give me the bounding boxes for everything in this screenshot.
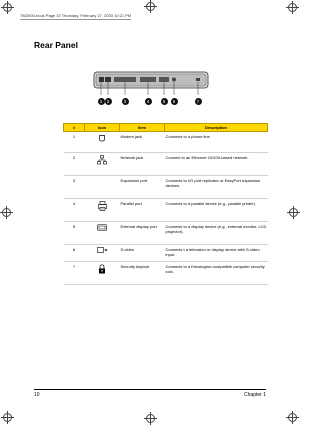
icon-cell — [85, 153, 120, 176]
column-header-icon: Icon — [85, 124, 120, 132]
table-row — [64, 153, 268, 176]
page-title: Rear Panel — [34, 40, 78, 50]
row-number: 3 — [64, 176, 85, 199]
page-number: 10 — [34, 392, 40, 398]
column-header-item: Item — [120, 124, 165, 132]
callout-3: 3 — [122, 98, 129, 105]
item-description: Connects t a television or display device with S-video input. — [165, 245, 268, 262]
parallel-port-icon — [98, 201, 107, 212]
column-header-description: Description — [165, 124, 268, 132]
row-number: 1 — [64, 132, 85, 153]
security-keylock-icon — [98, 264, 106, 275]
rear-panel-figure — [88, 68, 214, 108]
row-number: 5 — [64, 222, 85, 245]
item-description: Connects to I/O port replicator or EasyPort expansion devices. — [165, 176, 268, 199]
icon-cell — [85, 222, 120, 245]
item-name: Expansion port — [120, 176, 165, 199]
callout-2: 2 — [105, 98, 112, 105]
callout-1: 1 — [98, 98, 105, 105]
footer-rule — [34, 389, 266, 390]
registration-mark — [288, 413, 297, 422]
item-name: Parallel port — [120, 199, 165, 222]
registration-mark — [2, 208, 11, 217]
item-description: Connects to a Kensington-compatible computer security lock. — [165, 262, 268, 285]
table-row — [64, 199, 268, 222]
registration-mark — [146, 414, 155, 423]
print-slug: TM2000-book Page 10 Thursday, February 27, 2003 10:21 PM — [20, 13, 132, 18]
chapter-label: Chapter 1 — [244, 392, 266, 398]
registration-mark — [3, 3, 12, 12]
item-name: External display port — [120, 222, 165, 245]
s-video-icon — [97, 247, 108, 255]
row-number: 7 — [64, 262, 85, 285]
modem-jack-icon — [98, 134, 106, 143]
item-name: Modem jack — [120, 132, 165, 153]
icon-cell — [85, 199, 120, 222]
item-description: Connects to a display device (e.g., external monitor, LCD projector). — [165, 222, 268, 245]
item-description: Connect to an Ethernet 10/100-based network. — [165, 153, 268, 176]
callout-7: 7 — [195, 98, 202, 105]
table-row — [64, 262, 268, 285]
rear-panel-table — [63, 123, 268, 285]
table-row — [64, 222, 268, 245]
registration-mark — [146, 2, 155, 11]
callout-5: 5 — [161, 98, 168, 105]
registration-mark — [289, 208, 298, 217]
network-jack-icon — [97, 155, 107, 166]
icon-cell — [85, 245, 120, 262]
item-name: S-video — [120, 245, 165, 262]
table-row — [64, 176, 268, 199]
column-header-number: # — [64, 124, 85, 132]
item-description: Connects to a parallel device (e.g., parallel printer). — [165, 199, 268, 222]
item-description: Connects to a phone line. — [165, 132, 268, 153]
icon-cell — [85, 262, 120, 285]
icon-cell — [85, 132, 120, 153]
callout-6: 6 — [171, 98, 178, 105]
row-number: 4 — [64, 199, 85, 222]
row-number: 6 — [64, 245, 85, 262]
item-name: Security keylock — [120, 262, 165, 285]
table-header-row — [64, 124, 268, 132]
table-row — [64, 132, 268, 153]
registration-mark — [288, 3, 297, 12]
registration-mark — [3, 413, 12, 422]
table-row — [64, 245, 268, 262]
icon-cell — [85, 176, 120, 199]
callout-4: 4 — [145, 98, 152, 105]
external-display-port-icon — [97, 224, 107, 233]
item-name: Network jack — [120, 153, 165, 176]
notebook-rear-illustration — [88, 68, 214, 96]
row-number: 2 — [64, 153, 85, 176]
